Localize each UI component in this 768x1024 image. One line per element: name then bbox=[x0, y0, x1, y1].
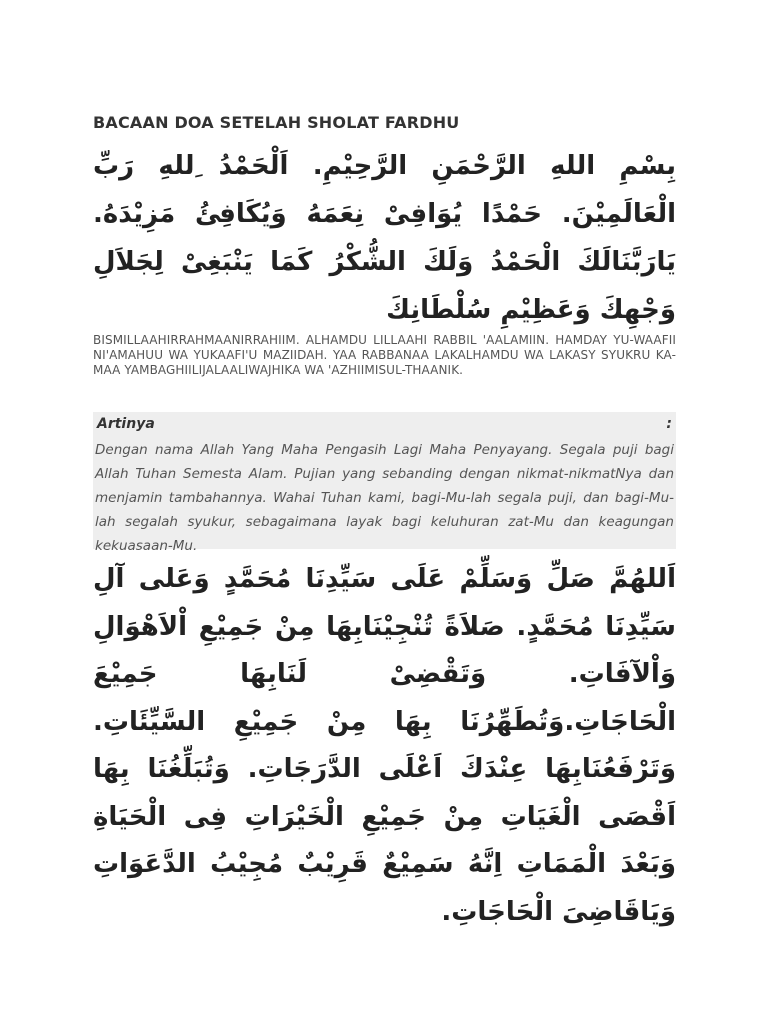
translation-label: Artinya bbox=[97, 416, 155, 432]
arabic-prayer-shalawat: اَللهُمَّ صَلِّ وَسَلِّمْ عَلَى سَيِّدِنَا مُحَمَّدٍ وَعَلى آلِ سَيِّدِنَا مُحَمَّدٍ. صَلاَةً تُنْجِيْنَابِهَا مِنْ جَمِيْعِ اْلاَهْوَالِ وَاْلآفَاتِ. وَتَقْضِىْ لَنَابِهَا جَمِيْعَ الْحَاجَاتِ.وَتُطَهِّرُنَا بِهَا مِنْ جَمِيْعِ السَّيِّئَاتِ. وَتَرْفَعُنَابِهَا عِنْدَكَ اَعْلَى الدَّرَجَاتِ. وَتُبَلِّغُنَا بِهَا اَقْصَى الْغَيَاتِ مِنْ جَمِيْعِ الْخَيْرَاتِ فِى الْحَيَاةِ وَبَعْدَ الْمَمَاتِ اِنَّهُ سَمِيْعٌ قَرِيْبٌ مُجِيْبُ الدَّعَوَاتِ وَيَاقَاضِىَ الْحَاجَاتِ. bbox=[93, 564, 676, 927]
document-title: BACAAN DOA SETELAH SHOLAT FARDHU bbox=[93, 113, 460, 132]
translation-colon: : bbox=[666, 416, 672, 432]
latin-transliteration: BISMILLAAHIRRAHMAANIRRAHIIM. ALHAMDU LILLAAHI RABBIL 'AALAMIIN. HAMDAY YU-WAAFII NI'AMAHUU WA YUKAAFI'U MAZIIDAH. YAA RABBANAA LAKALHAMDU WA LAKASY SYUKRU KA-MAA YAMBAGHIILIJALAALIWAJHIKA WA 'AZHIIMISUL-THAANIK. bbox=[93, 333, 676, 377]
translation-text: Dengan nama Allah Yang Maha Pengasih Lagi Maha Penyayang. Segala puji bagi Allah Tuhan Semesta Alam. Pujian yang sebanding dengan nikmat-nikmatNya dan menjamin tambahannya. Wahai Tuhan kami, bagi-Mu-lah segala puji, dan bagi-Mu-lah segalah syukur, sebagaimana layak bagi keluhuran zat-Mu dan keagungan kekuasaan-Mu. bbox=[95, 442, 674, 554]
arabic-prayer-opening: بِسْمِ اللهِ الرَّحْمَنِ الرَّحِيْمِ. اَلْحَمْدُ ِللهِ رَبِّ الْعَالَمِيْنَ. حَمْدًا يُوَافِىْ نِعَمَهُ وَيُكَافِئُ مَزِيْدَهُ. يَارَبَّنَالَكَ الْحَمْدُ وَلَكَ الشُّكْرُ كَمَا يَنْبَغِىْ لِجَلاَلِ وَجْهِكَ وَعَظِيْمِ سُلْطَانِكَ bbox=[93, 151, 676, 325]
translation-heading bbox=[97, 416, 672, 436]
translation-box bbox=[93, 412, 676, 554]
